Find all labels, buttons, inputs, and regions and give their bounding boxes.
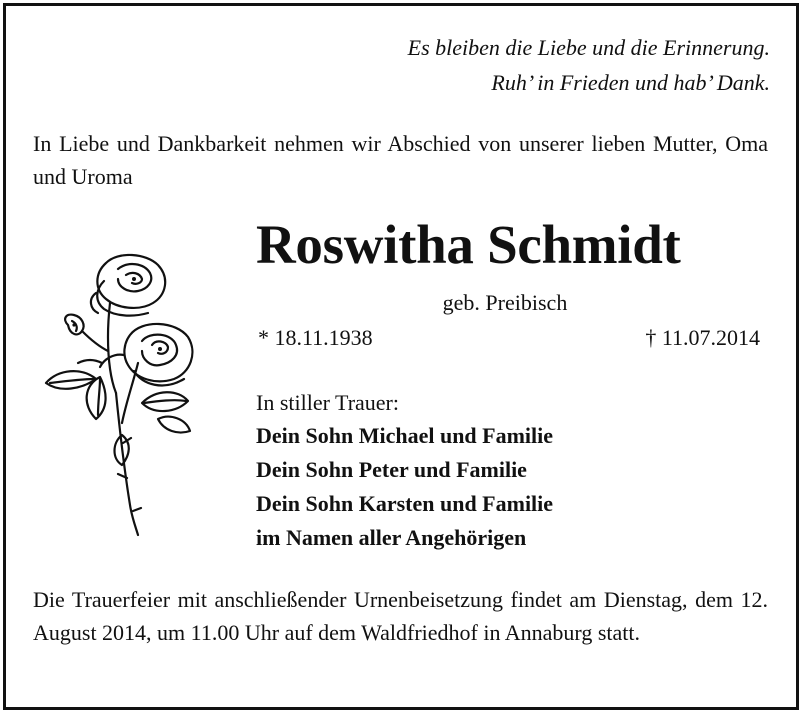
rose-icon [38,243,198,543]
deceased-name: Roswitha Schmidt [256,214,681,275]
motto-line-1: Es bleiben die Liebe und die Erinnerung. [407,35,770,60]
intro-text: In Liebe und Dankbarkeit nehmen wir Abschied von unserer lieben Mutter, Oma und Uroma [33,131,768,189]
motto [150,30,770,100]
mourners-list [256,419,756,555]
service-info: Die Trauerfeier mit anschließender Urnenbeisetzung findet am Dienstag, dem 12. August 2014, um 11.00 Uhr auf dem Waldfriedhof in Annaburg statt. [33,587,768,645]
mourner-line: Dein Sohn Peter und Familie [256,457,527,482]
death-date: † 11.07.2014 [645,325,760,350]
motto-line-2: Ruh’ in Frieden und hab’ Dank. [491,70,770,95]
mourner-line: im Namen aller Angehörigen [256,525,527,550]
maiden-name: geb. Preibisch [442,290,568,315]
mourners-block [256,386,756,555]
birth-date: * 18.11.1938 [258,325,373,350]
mourner-line: Dein Sohn Karsten und Familie [256,491,554,516]
mourner-line: Dein Sohn Michael und Familie [256,423,554,448]
mourning-lead: In stiller Trauer: [256,390,399,415]
